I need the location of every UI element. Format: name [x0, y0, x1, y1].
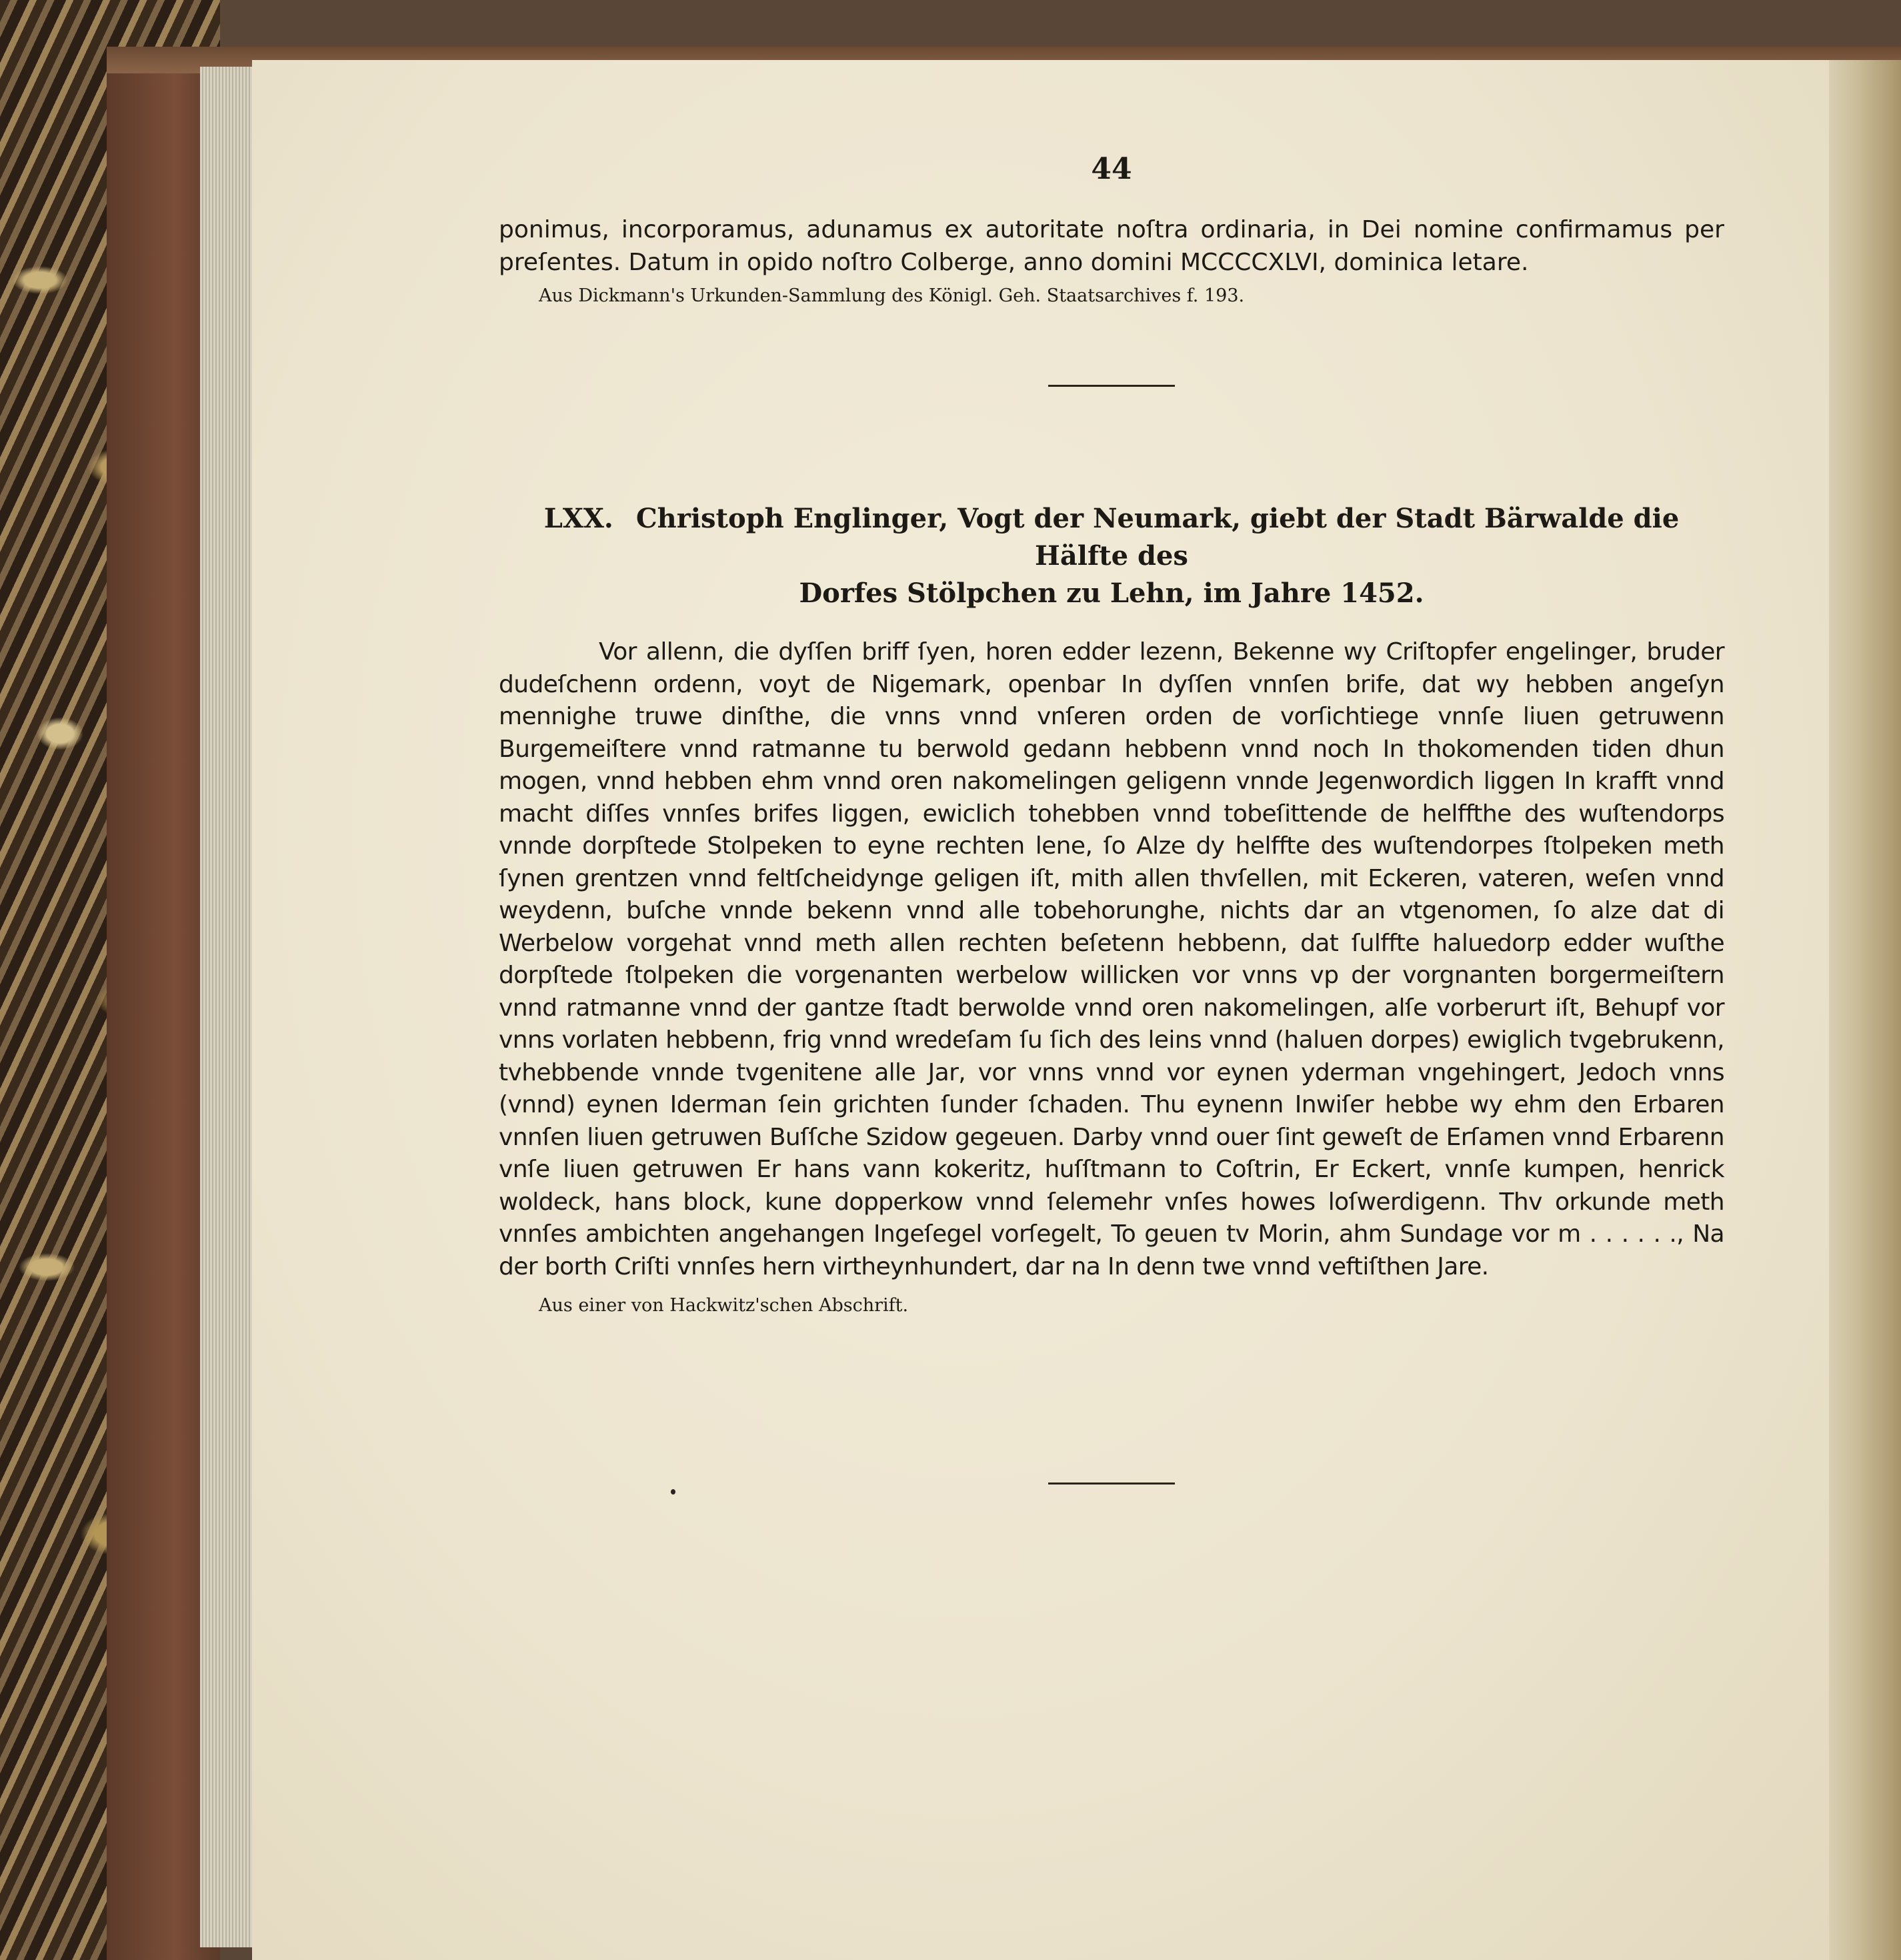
- document-heading: [499, 500, 1724, 612]
- heading-line-1: Christoph Englinger, Vogt der Neumark, giebt der Stadt Bärwalde die Hälfte des: [635, 503, 1680, 572]
- heading-line-2: Dorfes Stölpchen zu Lehn, im Jahre 1452.: [799, 578, 1424, 609]
- top-source-note: Aus Dickmann's Urkunden-Sammlung des Königl. Geh. Staatsarchives f. 193.: [539, 285, 1245, 306]
- document-number: LXX.: [543, 503, 613, 534]
- charter-text: Vor allenn, die dyſſen briff ſyen, horen edder lezenn, Bekenne wy Criſtopfer engelinger, bruder dudeſchenn ordenn, voyt de Nigemark, openbar In dyſſen vnnſen brife, dat wy hebben angeſyn mennighe truwe dinſthe, die vnns vnnd vnſeren orden de vorſichtiege vnnſe liuen getruwenn Burgemeiſtere vnnd ratmanne tu berwold gedann hebbenn vnnd noch In thokomenden tiden dhun mogen, vnnd hebben ehm vnnd oren nakomelingen geligenn vnnde Jegenwordich liggen In krafft vnnd macht diſſes vnnſes brifes liggen, ewiclich tohebben vnnd tobeſittende de helffthe des wuſtendorps vnnde dorpſtede Stolpeken to eyne rechten lene, ſo Alze dy helffte des wuſtendorpes ſtolpeken meth ſynen grentzen vnnd feltſcheidynge geligen iſt, mith allen thvſellen, mit Eckeren, vateren, weſen vnnd weydenn, buſche vnnde bekenn vnnd alle tobehorunghe, nichts dar an vtgenomen, ſo alze dat di Werbelow vorgehat vnnd meth allen rechten beſetenn hebbenn, dat ſulffte haluedorp edder wuſthe dorpſtede ſtolpeken die vorgenanten werbelow willicken vor vnns vp der vorgnanten borgermeiſtern vnnd ratmanne vnnd der gantze ſtadt berwolde vnnd oren nakomelingen, alſe vorberurt iſt, Behupf vor vnns vorlaten hebbenn, frig vnnd wredeſam ſu ſich des leins vnnd (haluen dorpes) ewiglich tvgebrukenn, tvhebbende vnnde tvgenitene alle Jar, vor vnns vnnd vor eynen yderman vngehingert, Jedoch vnns (vnnd) eynen Iderman ſein grichten ſunder ſchaden. Thu eynenn Inwiſer hebbe wy ehm den Erbaren vnnſen liuen getruwen Buſſche Szidow gegeuen. Darby vnnd ouer ſint geweſt de Erſamen vnnd Erbarenn vnſe liuen getruwen Er hans vann kokeritz, huſſtmann to Coſtrin, Er Eckert, vnnſe kumpen, henrick woldeck, hans block, kune dopperkow vnnd ſelemehr vnſes howes loſwerdigenn. Thv orkunde meth vnnſes ambichten angehangen Ingeſegel vorſegelt, To geuen tv Morin, ahm Sundage vor m . . . . . ., Na der borth Criſti vnnſes hern virtheynhundert, dar na In denn twe vnnd veftiſthen Jare.: [499, 638, 1724, 1280]
- page-edges: [200, 67, 253, 1947]
- page-content: [499, 152, 1724, 1485]
- top-paragraph: ponimus, incorporamus, adunamus ex autoritate noſtra ordinaria, in Dei nomine confirmamus per preſentes. Datum in opido noſtro Colberge, anno domini MCCCCXLVI, dominica letare.: [499, 216, 1724, 276]
- ink-dot: [671, 1489, 675, 1495]
- section-divider-bottom: [1048, 1483, 1175, 1485]
- page-gutter: [1829, 60, 1901, 1960]
- page-number: 44: [1091, 152, 1132, 186]
- bottom-source-note: Aus einer von Hackwitz'schen Abschrift.: [539, 1295, 909, 1316]
